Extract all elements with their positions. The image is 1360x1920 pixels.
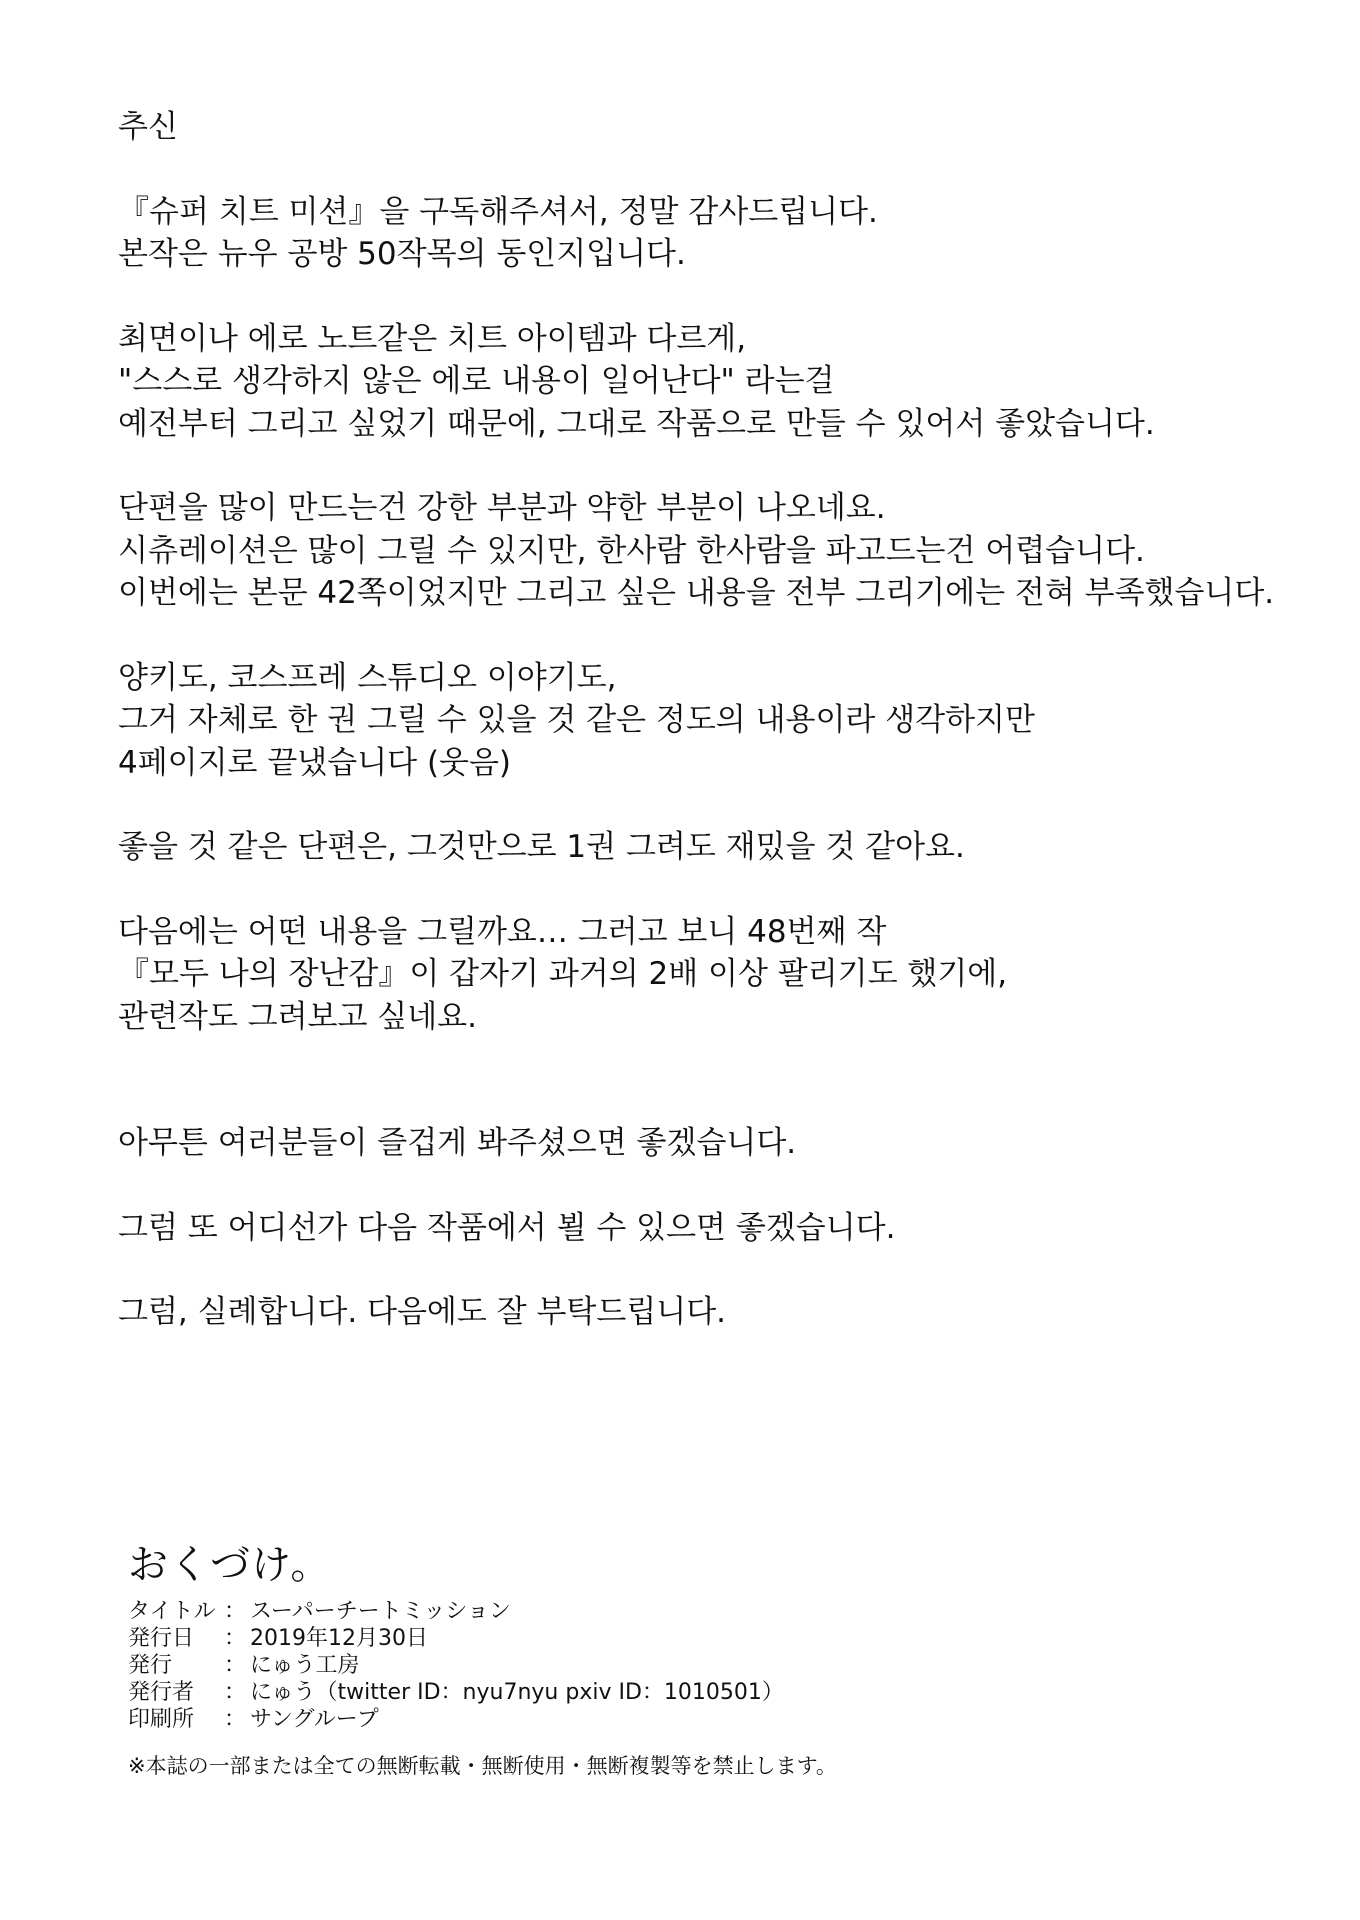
colophon-value: サングループ <box>250 1707 379 1732</box>
colophon-separator: ： <box>223 1707 246 1732</box>
text-line: 4페이지로 끝냈습니다 (웃음) <box>118 744 512 781</box>
text-line: 그럼 또 어디선가 다음 작품에서 뵐 수 있으면 좋겠습니다. <box>118 1209 896 1246</box>
colophon-row-date <box>128 1625 1228 1652</box>
heading-text: 추신 <box>118 109 178 145</box>
colophon-title: おくづけ。 <box>128 1542 332 1588</box>
text-line: 그거 자체로 한 권 그릴 수 있을 것 같은 정도의 내용이라 생각하지만 <box>118 702 1035 738</box>
colophon-table <box>128 1598 1228 1733</box>
text-line: 예전부터 그리고 싶었기 때문에, 그대로 작품으로 만들 수 있어서 좋았습니다. <box>118 405 1155 442</box>
colophon-separator: ： <box>223 1599 246 1624</box>
colophon-value: にゅう工房 <box>250 1653 360 1678</box>
paragraph-next-work <box>118 911 1298 1039</box>
paragraph-volume <box>118 826 1298 869</box>
text-line: 다음에는 어떤 내용을 그릴까요… 그러고 보니 48번째 작 <box>118 913 887 950</box>
text-line: 아무튼 여러분들이 즐겁게 봐주셨으면 좋겠습니다. <box>118 1125 797 1161</box>
copyright-notice: ※本誌の一部または全ての無断転載・無断使用・無断複製等を禁止します。 <box>128 1754 837 1778</box>
colophon-label: 発行日 <box>128 1626 195 1651</box>
paragraph-episodes <box>118 657 1298 785</box>
paragraph-concept <box>118 318 1298 446</box>
text-line: 좋을 것 같은 단편은, 그것만으로 1권 그려도 재밌을 것 같아요. <box>118 829 965 865</box>
colophon-value: 2019年12月30日 <box>250 1626 428 1651</box>
text-line: 관련작도 그려보고 싶네요. <box>118 998 477 1035</box>
colophon-value: スーパーチートミッション <box>250 1599 511 1624</box>
text-line: 그럼, 실례합니다. 다음에도 잘 부탁드립니다. <box>118 1294 727 1330</box>
colophon <box>128 1540 1228 1779</box>
text-line: 시츄레이션은 많이 그릴 수 있지만, 한사람 한사람을 파고드는건 어렵습니다. <box>118 532 1145 569</box>
colophon-row-printer <box>128 1706 1228 1733</box>
paragraph-enjoy <box>118 1122 1298 1165</box>
colophon-row-title <box>128 1598 1228 1625</box>
text-line: 단편을 많이 만드는건 강한 부분과 약한 부분이 나오네요. <box>118 490 886 526</box>
paragraph-thanks <box>118 191 1298 276</box>
text-line: 『슈퍼 치트 미션』을 구독해주셔서, 정말 감사드립니다. <box>118 193 878 230</box>
colophon-separator: ： <box>223 1653 246 1678</box>
text-line: 이번에는 본문 42쪽이었지만 그리고 싶은 내용을 전부 그리기에는 전혀 부족했습니다. <box>118 575 1275 611</box>
text-line: "스스로 생각하지 않은 에로 내용이 일어난다" 라는걸 <box>118 363 835 399</box>
colophon-value: にゅう（twitter ID：nyu7nyu pxiv ID：1010501） <box>250 1680 784 1705</box>
afterword-heading <box>118 106 1298 149</box>
colophon-label: 発行 <box>128 1653 173 1678</box>
colophon-label: 発行者 <box>128 1680 195 1705</box>
text-line: 양키도, 코스프레 스튜디오 이야기도, <box>118 659 617 696</box>
text-line: 최면이나 에로 노트같은 치트 아이템과 다르게, <box>118 320 747 357</box>
paragraph-short-stories <box>118 487 1298 615</box>
paragraph-closing <box>118 1291 1298 1334</box>
colophon-row-author <box>128 1679 1228 1706</box>
colophon-separator: ： <box>223 1626 246 1651</box>
colophon-row-publisher <box>128 1652 1228 1679</box>
text-line: 『모두 나의 장난감』이 갑자기 과거의 2배 이상 팔리기도 했기에, <box>118 956 1008 992</box>
paragraph-see-you <box>118 1207 1298 1250</box>
afterword <box>118 106 1298 1376</box>
colophon-label: タイトル <box>128 1599 216 1624</box>
colophon-label: 印刷所 <box>128 1707 195 1732</box>
colophon-separator: ： <box>223 1680 246 1705</box>
text-line: 본작은 뉴우 공방 50작목의 동인지입니다. <box>118 236 686 272</box>
